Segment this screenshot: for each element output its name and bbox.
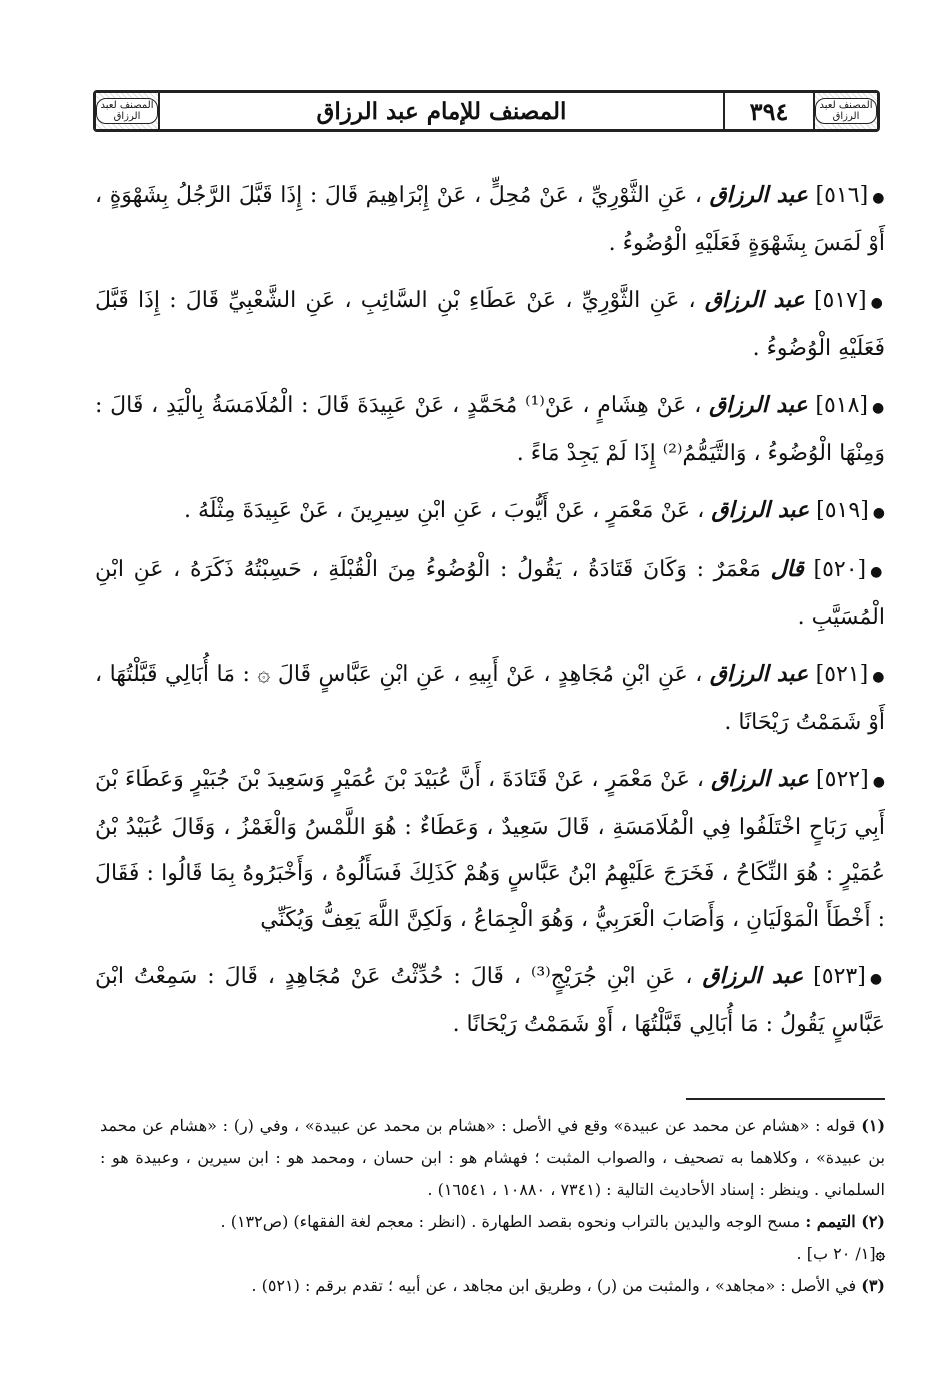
header-ornament-left xyxy=(96,93,160,129)
bullet-icon: ● xyxy=(872,190,886,206)
footnote-text: قوله : «هشام عن محمد عن عبيدة» وقع في الأصل : «هشام بن محمد عن عبيدة» ، وفي (ر) : «هشام عن محمد بن عبيدة» ، وكلاهما به تصحيف ، والصواب المثبت ؛ فهشام هو : ابن حسان ، ومحمد هو : ابن سيرين ، وعبيدة هو : السلماني . وينظر : إسناد الأحاديث التالية : (٧٣٤١ ، ١٠٨٨٠ ، ١٦٥٤١) . xyxy=(100,1116,885,1199)
hadith-entry xyxy=(95,953,885,1048)
hadith-entry xyxy=(95,172,885,267)
narrator-name: قال xyxy=(770,556,804,582)
footnote-marker: (١) xyxy=(861,1116,886,1135)
hadith-text: ، عَنِ الثَّوْرِيِّ ، عَنْ مُحِلٍّ ، عَنْ إِبْرَاهِيمَ قَالَ : إِذَا قَبَّلَ الرَّجُلُ بِشَهْوَةٍ ، أَوْ لَمَسَ بِشَهْوَةٍ فَعَلَيْهِ الْوُضُوءُ . xyxy=(95,183,885,256)
hadith-number: [٥٢٣] xyxy=(813,964,866,989)
ornament-left-label: المصنف لعبد الرزاق xyxy=(96,98,158,124)
hadith-text: ، عَنِ الثَّوْرِيِّ ، عَنْ عَطَاءِ بْنِ السَّائِبِ ، عَنِ الشَّعْبِيِّ قَالَ : إِذَا قَبَّلَ فَعَلَيْهِ الْوُضُوءُ . xyxy=(95,288,885,361)
narrator-name: عبد الرزاق xyxy=(709,182,808,208)
footnote-text: مسح الوجه واليدين بالتراب ونحوه بقصد الطهارة . (انظر : معجم لغة الفقهاء) (ص١٣٢) . xyxy=(220,1212,801,1231)
footnote-marker: (٣) xyxy=(861,1276,885,1295)
hadith-number: [٥٢٢] xyxy=(816,767,869,792)
footnote-separator xyxy=(686,1098,885,1100)
hadith-entry xyxy=(95,277,885,372)
footnote xyxy=(100,1206,885,1238)
hadith-number: [٥١٩] xyxy=(816,498,869,523)
footnote xyxy=(100,1270,885,1302)
hadith-number: [٥١٨] xyxy=(815,393,869,418)
hadith-entry xyxy=(95,487,885,536)
narrator-name: عبد الرزاق xyxy=(709,392,808,418)
footnote xyxy=(100,1238,885,1270)
running-title: المصنف للإمام عبد الرزاق xyxy=(316,97,567,125)
narrator-name: عبد الرزاق xyxy=(711,766,809,792)
hadith-number: [٥١٧] xyxy=(813,288,867,313)
hadith-number: [٥٢٠] xyxy=(813,557,867,582)
footnote-text: [١/ ٢٠ ب] . xyxy=(796,1244,876,1263)
bullet-icon: ● xyxy=(870,564,886,580)
page-header xyxy=(93,90,880,132)
header-ornament-right xyxy=(813,93,877,129)
bullet-icon: ● xyxy=(872,400,886,416)
hadith-text: مَعْمَرٌ : وَكَانَ قَتَادَةُ ، يَقُولُ : الْوُضُوءُ مِنَ الْقُبْلَةِ ، حَسِبْتُهُ ذَكَرَهُ ، عَنِ ابْنِ الْمُسَيَّبِ . xyxy=(95,557,885,630)
ornament-right-label: المصنف لعبد الرزاق xyxy=(815,98,877,124)
narrator-name: عبد الرزاق xyxy=(711,497,810,523)
footnote-marker: (٢) التيمم : xyxy=(805,1212,885,1231)
bullet-icon: ● xyxy=(872,505,885,521)
main-text xyxy=(95,172,885,1058)
footnote xyxy=(100,1110,885,1206)
footnote-text: في الأصل : «مجاهد» ، والمثبت من (ر) ، وطريق ابن مجاهد ، عن أبيه ؛ تقدم برقم : (٥٢١) . xyxy=(251,1276,857,1295)
bullet-icon: ● xyxy=(870,295,886,311)
bullet-icon: ● xyxy=(872,774,886,790)
narrator-name: عبد الرزاق xyxy=(704,287,805,313)
footnotes xyxy=(100,1110,885,1302)
hadith-text: ، عَنْ مَعْمَرٍ ، عَنْ أَيُّوبَ ، عَنِ ابْنِ سِيرِينَ ، عَنْ عَبِيدَةَ مِثْلَهُ . xyxy=(184,498,705,523)
hadith-entry xyxy=(95,756,885,943)
narrator-name: عبد الرزاق xyxy=(709,661,809,687)
hadith-text: ، عَنِ ابْنِ مُجَاهِدٍ ، عَنْ أَبِيهِ ، عَنِ ابْنِ عَبَّاسٍ قَالَ ۞ : مَا أُبَالِي قَبَّلْتُهَا ، أَوْ شَمَمْتُ رَيْحَانًا . xyxy=(95,662,885,735)
hadith-text: ، عَنِ ابْنِ جُرَيْجٍ⁽³⁾ ، قَالَ : حُدِّثْتُ عَنْ مُجَاهِدٍ ، قَالَ : سَمِعْتُ ابْنَ عَبَّاسٍ يَقُولُ : مَا أُبَالِي قَبَّلْتُهَا ، أَوْ شَمَمْتُ رَيْحَانًا . xyxy=(95,964,885,1037)
bullet-icon: ● xyxy=(869,971,885,987)
hadith-text: ، عَنْ مَعْمَرٍ ، عَنْ قَتَادَةَ ، أَنَّ عُبَيْدَ بْنَ عُمَيْرٍ وَسَعِيدَ بْنَ جُبَيْرٍ وَعَطَاءَ بْنَ أَبِي رَبَاحٍ اخْتَلَفُوا فِي الْمُلَامَسَةِ ، قَالَ سَعِيدٌ ، وَعَطَاءٌ : هُوَ اللَّمْسُ وَالْغَمْزُ ، وَقَالَ عُبَيْدُ بْنُ عُمَيْرٍ : هُوَ النِّكَاحُ ، فَخَرَجَ عَلَيْهِمُ ابْنُ عَبَّاسٍ وَهُمْ كَذَلِكَ فَسَأَلُوهُ ، وَأَخْبَرُوهُ بِمَا قَالُوا : فَقَالَ : أَخْطَأَ الْمَوْلَيَانِ ، وَأَصَابَ الْعَرَبِيُّ ، وَهُوَ الْجِمَاعُ ، وَلَكِنَّ اللَّهَ يَعِفُّ وَيُكَنِّي xyxy=(95,767,885,932)
bullet-icon: ● xyxy=(872,669,885,685)
hadith-text: ، عَنْ هِشَامٍ ، عَنْ⁽¹⁾ مُحَمَّدٍ ، عَنْ عَبِيدَةَ قَالَ : الْمُلَامَسَةُ بِالْيَدِ ، قَالَ : وَمِنْهَا الْوُضُوءُ ، وَالتَّيَمُّمُ⁽²⁾ إِذَا لَمْ يَجِدْ مَاءً . xyxy=(95,393,885,466)
hadith-entry xyxy=(95,651,885,746)
hadith-number: [٥٢١] xyxy=(815,662,869,687)
narrator-name: عبد الرزاق xyxy=(702,963,804,989)
hadith-entry xyxy=(95,382,885,477)
hadith-entry xyxy=(95,546,885,641)
page-number: ٣٩٤ xyxy=(723,93,813,129)
folio-marker-icon: ۞ xyxy=(875,1244,885,1263)
hadith-number: [٥١٦] xyxy=(815,183,869,208)
